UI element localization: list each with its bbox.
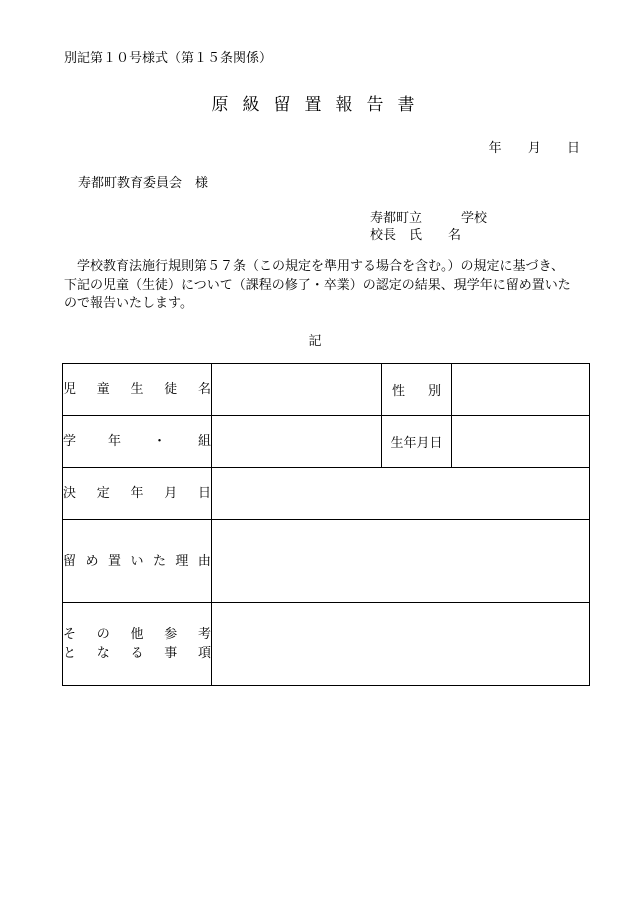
date-line xyxy=(467,137,580,156)
body-paragraph xyxy=(64,258,584,314)
form-number-label: 別記第１０号様式（第１５条関係） xyxy=(64,51,273,66)
student-name-label xyxy=(63,364,212,416)
other-reference-label-line-1: そ の 他 参 考 xyxy=(63,627,211,642)
record-table xyxy=(62,363,590,686)
grade-class-label xyxy=(63,416,212,468)
day-label: 日 xyxy=(566,141,580,156)
other-reference-field[interactable] xyxy=(212,603,590,686)
body-line-1: 学校教育法施行規則第５７条（この規定を準用する場合を含む。）の規定に基づき、 xyxy=(64,259,564,274)
body-line-2: 下記の児童（生徒）について（課程の修了・卒業）の認定の結果、現学年に留め置いた xyxy=(64,277,571,293)
sender-school: 寿都町立 学校 xyxy=(370,211,488,226)
body-line-3: ので報告いたします。 xyxy=(64,296,193,311)
student-name-field[interactable] xyxy=(212,364,382,416)
retention-reason-label-chars: 留 め 置 い た 理 由 xyxy=(63,553,211,569)
table-row-grade xyxy=(63,416,590,468)
decision-date-label-chars: 決 定 年 月 日 xyxy=(63,486,211,501)
decision-date-label xyxy=(63,468,212,520)
table-row-reason xyxy=(63,520,590,603)
other-reference-label-line-2: と な る 事 項 xyxy=(63,646,211,661)
grade-class-label-chars: 学 年 ・ 組 xyxy=(63,434,211,449)
year-label: 年 xyxy=(488,141,502,156)
retention-reason-field[interactable] xyxy=(212,520,590,603)
birth-date-label: 生年月日 xyxy=(382,416,452,468)
sex-label: 性 別 xyxy=(382,364,452,416)
decision-date-field[interactable] xyxy=(212,468,590,520)
grade-class-field[interactable] xyxy=(212,416,382,468)
table-row-other xyxy=(63,603,590,686)
sender-principal: 校長 氏 名 xyxy=(370,228,462,243)
sex-field[interactable] xyxy=(452,364,590,416)
retention-reason-label xyxy=(63,520,212,603)
document-title: 原級留置報告書 xyxy=(211,95,429,115)
ki-heading: 記 xyxy=(308,334,322,349)
month-label: 月 xyxy=(527,141,541,156)
student-name-label-chars: 児 童 生 徒 名 xyxy=(63,382,211,397)
birth-date-field[interactable] xyxy=(452,416,590,468)
table-row-decision xyxy=(63,468,590,520)
other-reference-label xyxy=(63,603,212,686)
addressee: 寿都町教育委員会 様 xyxy=(78,176,209,191)
table-row-name xyxy=(63,364,590,416)
